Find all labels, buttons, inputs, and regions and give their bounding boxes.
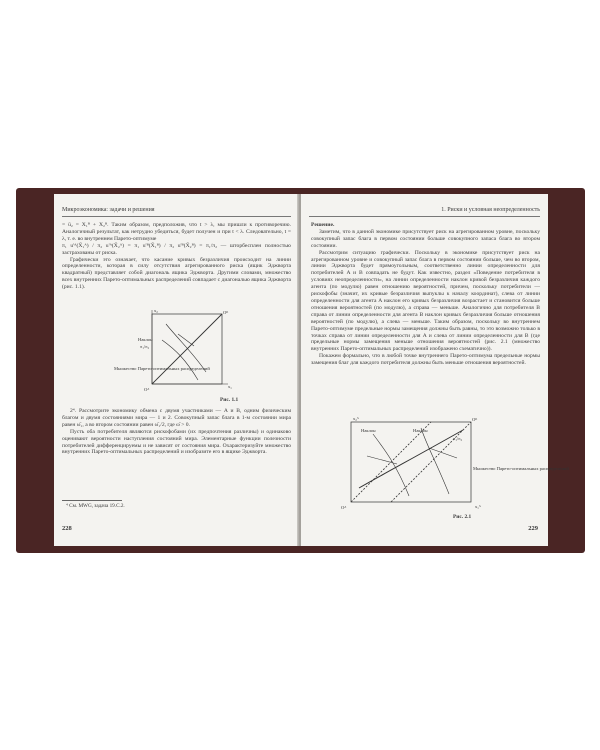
footnote-rule <box>62 500 122 501</box>
running-header <box>309 206 540 217</box>
axis-y-label: x₂ᴬ <box>353 416 359 421</box>
paragraph: Рассмотрим ситуацию графически. Поскольку в экономике присутствует риск на агрегированном уровне и совокупный запас блага в первом состоянии больше, чем во втором, линии Эджворта будет прямоугольным, соответственно линии определенности для потребителей A и B совпадать не будут. Как известно, раздел «Поведение потребителя в условиях неопределенности», на линии определенности наклон кривой безразличия каждого агента (по модулю) равен отношению вероятностей, причем, поскольку потребители — рискофобы (значит, их кривые безразличия выпуклы к началу координат), слева от линии определенности для агента A наклон его кривых безразличия возрастает и становится больше отношения вероятностей (по модулю), а справа — меньше. Аналогично для потребителя B справа от линии определенности для агента B наклон кривых безразличия больше отношения вероятностей (по модулю), а слева — меньше. Таким образом, поскольку во внутреннем Парето-оптимуме предельные нормы замещения должны быть равны, то это возможно только в точках справа от линии определенности для A и слева от линии определенности для B (где предельные нормы замещения меньше отношения вероятностей (рис. 2.1 (множество внутренних Парето-оптимальных распределений изображено схематично)). <box>311 249 540 353</box>
figure-1-1 <box>114 308 234 396</box>
figure-caption: Рис. 1.1 <box>220 397 239 403</box>
paragraph: 2⁴. Рассмотрите экономику обмена с двумя участниками — A и B, одним физическим благом и двумя состояниями мира — 1 и 2. Совокупный запас блага в 1-м состоянии мира равен ω̄₁, а во втором состоянии равен ω̄₁/2, где ω̄ > 0. <box>62 408 291 428</box>
running-header-title: Микроэкономика: задачи и решения <box>62 207 155 213</box>
paragraph: Пусть оба потребителя являются рискофобами (их предпочтения различны) и одинаково оценивают вероятности наступления состояний мира. Элементарные функции полезности потребителей дифференцируемы и не зависят от состояния мира. Охарактеризуйте множество внутренних Парето-оптимальных распределений и изобразите его в ящике Эджворта. <box>62 428 291 456</box>
right-text <box>311 222 540 367</box>
footnote: ⁴ См. MWG, задача 19.С.2. <box>66 503 125 509</box>
slope-label-right: Наклон <box>413 428 428 433</box>
right-page <box>301 194 569 546</box>
paragraph: Заметим, что в данной экономике присутствует риск на агрегированном уровне, поскольку совокупный запас блага в первом состоянии больше совокупного запаса блага во втором состоянии. <box>311 228 540 249</box>
edgeworth-box-diagram <box>114 308 234 396</box>
left-text-top <box>62 222 291 291</box>
slope-ratio-label: π₁/π₂ <box>140 344 150 349</box>
left-page <box>54 194 299 546</box>
pareto-set-label: Множество Парето-оптимальных распределений <box>114 366 210 371</box>
running-header <box>62 206 291 217</box>
page-number: 229 <box>528 525 538 532</box>
pareto-set-label: Множество Парето-оптимальных распределений <box>473 466 569 471</box>
edgeworth-box-diagram-rect <box>337 416 569 512</box>
axis-x-label: x₁ <box>228 384 232 389</box>
origin-a-label: Oᴬ <box>341 505 347 510</box>
slope-label: Наклон <box>138 337 153 342</box>
paragraph: = ū₂ = X₁ᴮ + X₂ᴮ. Таким образом, предположив, что t > λ, мы пришли к противоречию. Аналогичный результат, как нетрудно убедиться, будет получен и при t < λ. Следовательно, t = λ, т. е. во внутреннем Парето-оптимуме <box>62 222 291 242</box>
slope-label-left: Наклон <box>361 428 376 433</box>
figure-2-1 <box>337 416 569 512</box>
paragraph: Графически это означает, что касание кривых безразличия происходит на линии определенности, которая в силу отсутствия агрегированного риска (ящик Эджворта квадратный) представляет собой диагональ ящика Эджворта. Другими словами, множество всех внутренних Парето-оптимальных распределений совпадает с диагональю ящика Эджворта (рис. 1.1). <box>62 256 291 291</box>
figure-caption: Рис. 2.1 <box>453 514 472 520</box>
formula-line: π₁ u'ᴬ(X̄₁ᴬ) / π₂ u'ᴬ(X̄₂ᴬ) = π₁ u'ᴮ(X̄₁ᴮ) / π₂ u'ᴮ(X̄₂ᴮ) = π₁/π₂ — шторбесплен полностью застрахованы от риска. <box>62 242 291 256</box>
origin-a-label: Oᴬ <box>144 387 150 392</box>
page-number: 228 <box>62 525 72 532</box>
origin-b-label: Oᴮ <box>472 417 478 422</box>
axis-x-label: x₁ᴬ <box>475 504 481 509</box>
solution-heading: Решение. <box>311 222 335 228</box>
left-text-problem <box>62 408 291 456</box>
paragraph: Покажем формально, что в любой точке внутреннего Парето-оптимума предельные нормы замещения благ для каждого потребителя должны быть меньше отношения вероятностей. <box>311 353 540 367</box>
origin-b-label: Oᴮ <box>223 310 229 315</box>
slope-ratio-label: π₁/π₂ <box>453 436 463 441</box>
running-header-title: 1. Риски и условная неопределенность <box>441 207 540 213</box>
axis-y-label: x₂ <box>154 308 158 313</box>
